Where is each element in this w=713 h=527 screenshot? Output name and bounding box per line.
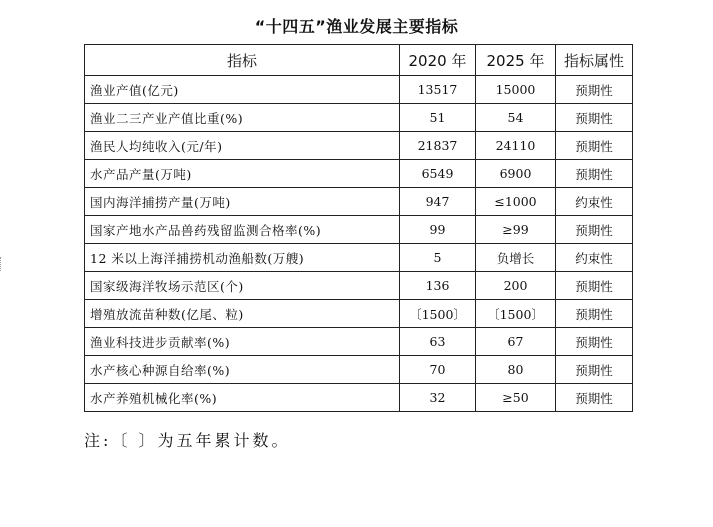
table-row [85, 104, 633, 132]
table-row [85, 328, 633, 356]
value-2025: 200 [476, 272, 556, 300]
indicator-attribute: 预期性 [556, 132, 633, 160]
indicator-name: 国家级海洋牧场示范区(个) [85, 272, 400, 300]
table-title: “十四五”渔业发展主要指标 [254, 17, 459, 36]
indicator-attribute: 约束性 [556, 188, 633, 216]
value-2025: 67 [476, 328, 556, 356]
header-2025: 2025 年 [476, 45, 556, 76]
value-2020: 947 [400, 188, 476, 216]
value-2025: 负增长 [476, 244, 556, 272]
indicator-attribute: 约束性 [556, 244, 633, 272]
value-2020: 136 [400, 272, 476, 300]
value-2025: 54 [476, 104, 556, 132]
scan-edge-mark [0, 257, 3, 271]
value-2025: 〔1500〕 [476, 300, 556, 328]
indicator-name: 国家产地水产品兽药残留监测合格率(%) [85, 216, 400, 244]
value-2020: 32 [400, 384, 476, 412]
value-2020: 〔1500〕 [400, 300, 476, 328]
table-row [85, 160, 633, 188]
value-2020: 70 [400, 356, 476, 384]
indicators-table [84, 44, 633, 412]
value-2020: 99 [400, 216, 476, 244]
value-2025: ≤1000 [476, 188, 556, 216]
table-row [85, 356, 633, 384]
header-attribute: 指标属性 [556, 45, 633, 76]
table-row [85, 132, 633, 160]
table-header-row [85, 45, 633, 76]
value-2020: 13517 [400, 76, 476, 104]
indicator-name: 渔业产值(亿元) [85, 76, 400, 104]
table-row [85, 300, 633, 328]
indicator-name: 水产品产量(万吨) [85, 160, 400, 188]
value-2025: 6900 [476, 160, 556, 188]
indicator-attribute: 预期性 [556, 160, 633, 188]
value-2025: 24110 [476, 132, 556, 160]
table-footnote: 注:〔 〕为五年累计数。 [84, 431, 291, 450]
indicator-name: 渔业二三产业产值比重(%) [85, 104, 400, 132]
header-indicator: 指标 [85, 45, 400, 76]
header-2020: 2020 年 [400, 45, 476, 76]
value-2025: 15000 [476, 76, 556, 104]
value-2020: 6549 [400, 160, 476, 188]
table-row [85, 272, 633, 300]
indicator-attribute: 预期性 [556, 272, 633, 300]
value-2020: 21837 [400, 132, 476, 160]
indicator-name: 渔民人均纯收入(元/年) [85, 132, 400, 160]
indicator-attribute: 预期性 [556, 76, 633, 104]
indicator-attribute: 预期性 [556, 216, 633, 244]
indicator-name: 12 米以上海洋捕捞机动渔船数(万艘) [85, 244, 400, 272]
indicator-name: 水产核心种源自给率(%) [85, 356, 400, 384]
indicator-name: 国内海洋捕捞产量(万吨) [85, 188, 400, 216]
indicator-attribute: 预期性 [556, 328, 633, 356]
value-2025: ≥99 [476, 216, 556, 244]
table-row [85, 244, 633, 272]
table-row [85, 216, 633, 244]
value-2025: 80 [476, 356, 556, 384]
indicator-name: 渔业科技进步贡献率(%) [85, 328, 400, 356]
indicator-name: 水产养殖机械化率(%) [85, 384, 400, 412]
value-2020: 5 [400, 244, 476, 272]
indicator-attribute: 预期性 [556, 300, 633, 328]
indicator-attribute: 预期性 [556, 384, 633, 412]
indicator-attribute: 预期性 [556, 104, 633, 132]
indicator-name: 增殖放流苗种数(亿尾、粒) [85, 300, 400, 328]
table-row [85, 76, 633, 104]
table-row [85, 384, 633, 412]
value-2020: 63 [400, 328, 476, 356]
value-2020: 51 [400, 104, 476, 132]
indicator-attribute: 预期性 [556, 356, 633, 384]
value-2025: ≥50 [476, 384, 556, 412]
table-row [85, 188, 633, 216]
